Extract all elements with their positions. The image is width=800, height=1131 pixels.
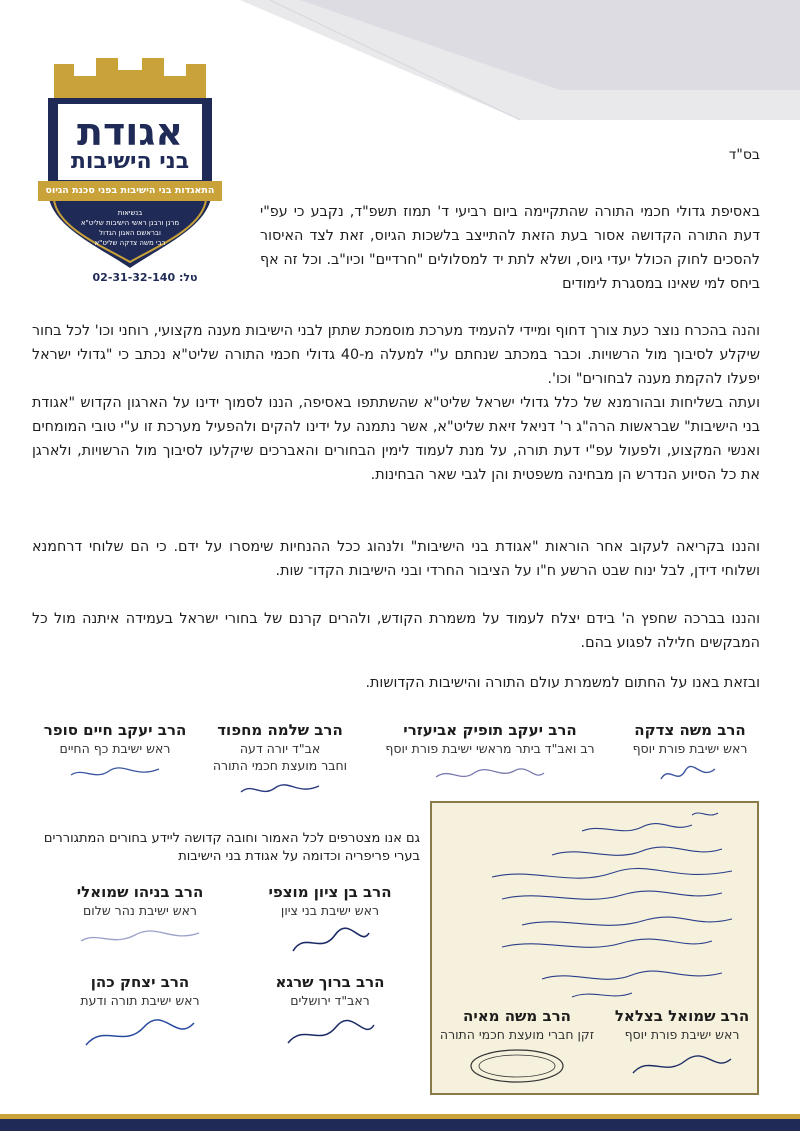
phone-number: טל: 02-31-32-140 (92, 271, 198, 284)
signer-title: אב"ד יורה דעה (239, 741, 321, 756)
signer-name: הרב שלמה מחפוד (217, 721, 343, 739)
signer-name: הרב שמואל בצלאל (614, 1007, 750, 1025)
handwritten-signature (80, 1013, 200, 1057)
logo-subtitle: בנשיאות (117, 209, 143, 217)
paragraph-6: ובזאת באנו על החתום למשמרת עולם התורה והישיבות הקדושות. (365, 675, 760, 691)
signer-title: ראב"ד ירושלים (290, 993, 370, 1008)
handwritten-signature (65, 761, 165, 785)
signature-block (245, 972, 415, 1053)
signature-block (55, 882, 225, 953)
logo-subtitle: רבי משה צדקה שליט"א (94, 239, 166, 247)
signer-name: הרב ברוך שרגא (275, 973, 385, 991)
signer-name: הרב יעקב תופיק אביעזרי (403, 721, 577, 739)
paragraph-4: והננו בקריאה לעקוב אחר הוראות "אגודת בני הישיבות" ולנהוג ככל ההנחיות שימסרו על ידם. כי הם שלוחי דרחמנא ושלוחי דידן, לבל ינוח שבט הרשע ח"ו על הציבור החרדי ובני הישיבות הקדו־ שות. (32, 539, 760, 579)
footer-gold-stripe (0, 1114, 800, 1119)
footer-bar (0, 1114, 800, 1131)
signature-block (602, 1006, 762, 1085)
signer-name: הרב יעקב חיים סופר (43, 721, 187, 739)
signer-title: ראש ישיבת פורת יוסף (632, 741, 748, 756)
handwritten-signature (285, 923, 375, 961)
paragraph-2: והנה בהכרח נוצר כעת צורך דחוף ומיידי להעמיד מערכת מוסמכת שתתן לבני הישיבות מענה מקצועי, רוחני וכו' לכל בחור שיקלע לסיבוך מול הרשויות. וכבר במכתב שנחתם ע"י למעלה מ-40 גדולי חכמי התורה שליט"א נכתב כי "גדולי ישראל יפעלו להקמת מענה לבחורים" וכו'. (32, 323, 760, 387)
paragraph-5: והננו בברכה שחפץ ה' בידם יצלח לעמוד על משמרת הקודש, ולהרים קרנם של בחורי ישראל בעמידה איתנה מול כל המבקשים חלילה לפגוע בהם. (32, 611, 760, 651)
signature-block (610, 720, 770, 787)
handwritten-letter (430, 801, 759, 1095)
logo-subtitle: ובראשם האגון הגדול (99, 229, 161, 237)
handwritten-signature (430, 761, 550, 787)
handwritten-signature (280, 1013, 380, 1053)
signer-title: רב ואב"ד ביתר מראשי ישיבת פורת יוסף (385, 741, 595, 756)
signer-title: ראש ישיבת בני ציון (280, 903, 380, 918)
signature-block (55, 972, 225, 1057)
signer-name: הרב בניהו שמואלי (76, 883, 204, 901)
logo-subtitle: מרנן ורבנן ראשי הישיבות שליט"א (80, 219, 180, 227)
signature-block (30, 720, 200, 785)
signature-block (437, 1006, 597, 1085)
signer-title: ראש ישיבת נהר שלום (83, 903, 197, 918)
handwritten-text (432, 803, 757, 1003)
endorsement-note: גם אנו מצטרפים לכל האמור וחובה קדושה ליידע בחורים המתגוררים בערי פריפריה וכדומה על אגודת בני הישיבות (43, 831, 420, 864)
signature-block (370, 720, 610, 787)
handwritten-signature (627, 1047, 737, 1085)
signer-name: הרב בן ציון מוצפי (268, 883, 392, 901)
logo-title-line2: בני הישיבות (70, 149, 190, 174)
paragraph-3: ועתה בשליחות ובהורמנא של כלל גדולי ישראל שליט"א שהשתתפו באסיפה, הננו לסמוך ידינו על הארגון הקדוש "אגודת בני הישיבות" שבראשות הרה"ג ר' דניאל זיאת שליט"א, אשר נתמנה על ידינו להקים ולהפעיל מערכת זו ע"י טובי המומחים ואנשי המקצוע, ולפעול עפ"י דעת תורה, על מנת לעמוד לימין הבחורים והאברכים שיקלעו לסיבוך מול הרשויות, ולארגן את כל הסיוע הנדרש הן מבחינה משפטית והן לגבי שאר הבחינות. (32, 395, 760, 483)
handwritten-signature (75, 923, 205, 953)
signer-name: הרב משה צדקה (634, 721, 746, 739)
signer-title: זקן חברי מועצת חכמי התורה (439, 1027, 595, 1042)
handwritten-signature (655, 761, 725, 787)
signature-block (200, 720, 360, 802)
organization-logo (44, 40, 216, 270)
stamp-graphic (467, 1047, 567, 1085)
signer-name: הרב משה מאיה (463, 1007, 571, 1025)
signature-block (245, 882, 415, 961)
signer-title: ראש ישיבת תורה ודעת (80, 993, 200, 1008)
paragraph-1: באסיפת גדולי חכמי התורה שהתקיימה ביום רביעי ד' תמוז תשפ"ד, נקבע כי עפ"י דעת התורה הקדושה אסור בעת הזאת להתייצב בלשכות הגיוס, זאת לצד האיסור להסכים לחוק הכולל יעדי גיוס, ושלא לתת יד למסלולים "חרדיים" וכיו"ב. וכל זה אף ביחס למי שאינו במסגרת לימודים (260, 204, 760, 292)
signer-name: הרב יצחק כהן (90, 973, 190, 991)
signer-title: ראש ישיבת פורת יוסף (624, 1027, 740, 1042)
handwritten-signature (235, 778, 325, 802)
logo-ribbon: התאגדות בני הישיבות בפני סכנת הגיוס (38, 181, 222, 201)
logo-title-line1: אגודת (77, 110, 183, 154)
signer-title: וחבר מועצת חכמי התורה (212, 758, 348, 773)
bsd-marker: בס"ד (728, 147, 760, 163)
signer-title: ראש ישיבת כף החיים (59, 741, 171, 756)
